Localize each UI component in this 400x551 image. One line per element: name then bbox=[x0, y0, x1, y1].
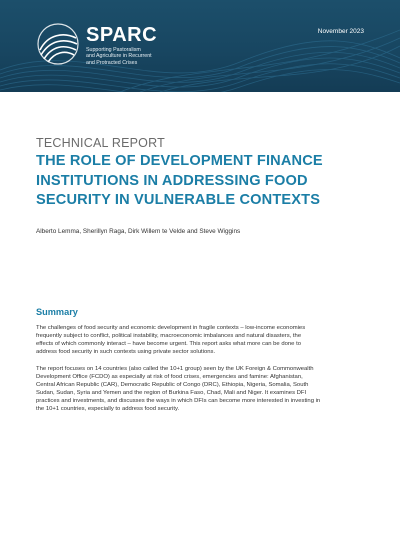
report-title-line: SECURITY IN VULNERABLE CONTEXTS bbox=[36, 192, 321, 208]
brand-tagline-line: and Agriculture in Recurrent bbox=[86, 53, 152, 60]
paragraph-line: The report focuses on 14 countries (also called the 10+1 group) seen by the UK Foreign & Commonwealth bbox=[36, 366, 314, 372]
paragraph-line: The challenges of food security and economic development in fragile contexts – low-income economies bbox=[36, 325, 306, 331]
header-band bbox=[0, 0, 400, 92]
publication-date: November 2023 bbox=[317, 28, 364, 35]
paragraph-line: Development Office (FCDO) as especially at risk of food crises, emergencies and famine: Afghanistan, bbox=[36, 374, 303, 380]
brand-tagline bbox=[86, 47, 191, 66]
paragraph-line: the 10+1 countries, especially to address food security. bbox=[36, 406, 180, 412]
paragraph-line: Central African Republic (CAR), Democratic Republic of Congo (DRC), Ethiopia, Nigeria, Somalia, South bbox=[36, 382, 309, 388]
paragraph-line: Sudan, Sudan, Syria and Yemen and the region of Burkina Faso, Chad, Mali and Niger. It examines DFI bbox=[36, 390, 307, 396]
brand-tagline-line: and Protracted Crises bbox=[86, 59, 138, 66]
report-title bbox=[36, 152, 376, 211]
paragraph-line: address food security in such contexts using private sector solutions. bbox=[36, 349, 216, 355]
paragraph-line: effects of which commonly interact – have become urgent. This report asks what more can be done to bbox=[36, 341, 301, 347]
summary-paragraph-1 bbox=[36, 324, 366, 356]
brand-tagline-line: Supporting Pastoralism bbox=[86, 47, 141, 53]
report-title-line: THE ROLE OF DEVELOPMENT FINANCE bbox=[36, 153, 323, 169]
paragraph-line: frequently subject to conflict, political instability, macroeconomic imbalances and natural disasters, the bbox=[36, 333, 302, 339]
brand-name: SPARC bbox=[86, 24, 158, 46]
report-type-label: TECHNICAL REPORT bbox=[36, 136, 165, 150]
summary-heading: Summary bbox=[36, 307, 78, 317]
summary-paragraph-2 bbox=[36, 365, 366, 413]
paragraph-line: practices and investments, and discusses the ways in which DFIs can become more interested in investing in bbox=[36, 398, 321, 404]
sparc-logo-icon bbox=[36, 22, 80, 66]
authors: Alberto Lemma, Sherillyn Raga, Dirk Willem te Velde and Steve Wiggins bbox=[36, 228, 241, 235]
report-title-line: INSTITUTIONS IN ADDRESSING FOOD bbox=[36, 172, 308, 189]
